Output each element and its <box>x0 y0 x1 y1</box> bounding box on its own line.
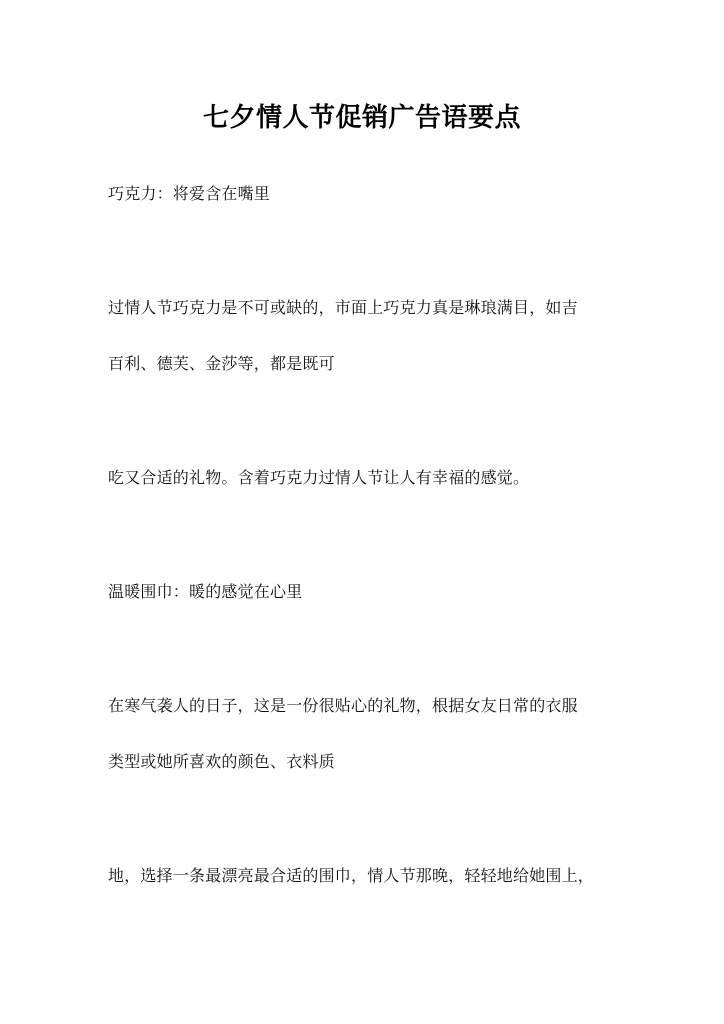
document-title: 七夕情人节促销广告语要点 <box>202 103 521 133</box>
paragraph-line: 吃又合适的礼物。含着巧克力过情人节让人有幸福的感觉。 <box>108 468 530 487</box>
paragraph-line: 类型或她所喜欢的颜色、衣料质 <box>108 752 335 771</box>
section-heading-scarf: 温暖围巾：暖的感觉在心里 <box>108 582 303 601</box>
paragraph-line: 过情人节巧克力是不可或缺的，市面上巧克力真是琳琅满目，如吉 <box>108 298 578 317</box>
section-heading-chocolate: 巧克力：将爱含在嘴里 <box>108 184 271 203</box>
paragraph-line: 在寒气袭人的日子，这是一份很贴心的礼物，根据女友日常的衣服 <box>108 696 578 715</box>
paragraph-line: 地，选择一条最漂亮最合适的围巾，情人节那晚，轻轻地给她围上， <box>108 866 595 885</box>
paragraph-line: 百利、德芙、金莎等，都是既可 <box>108 354 335 373</box>
